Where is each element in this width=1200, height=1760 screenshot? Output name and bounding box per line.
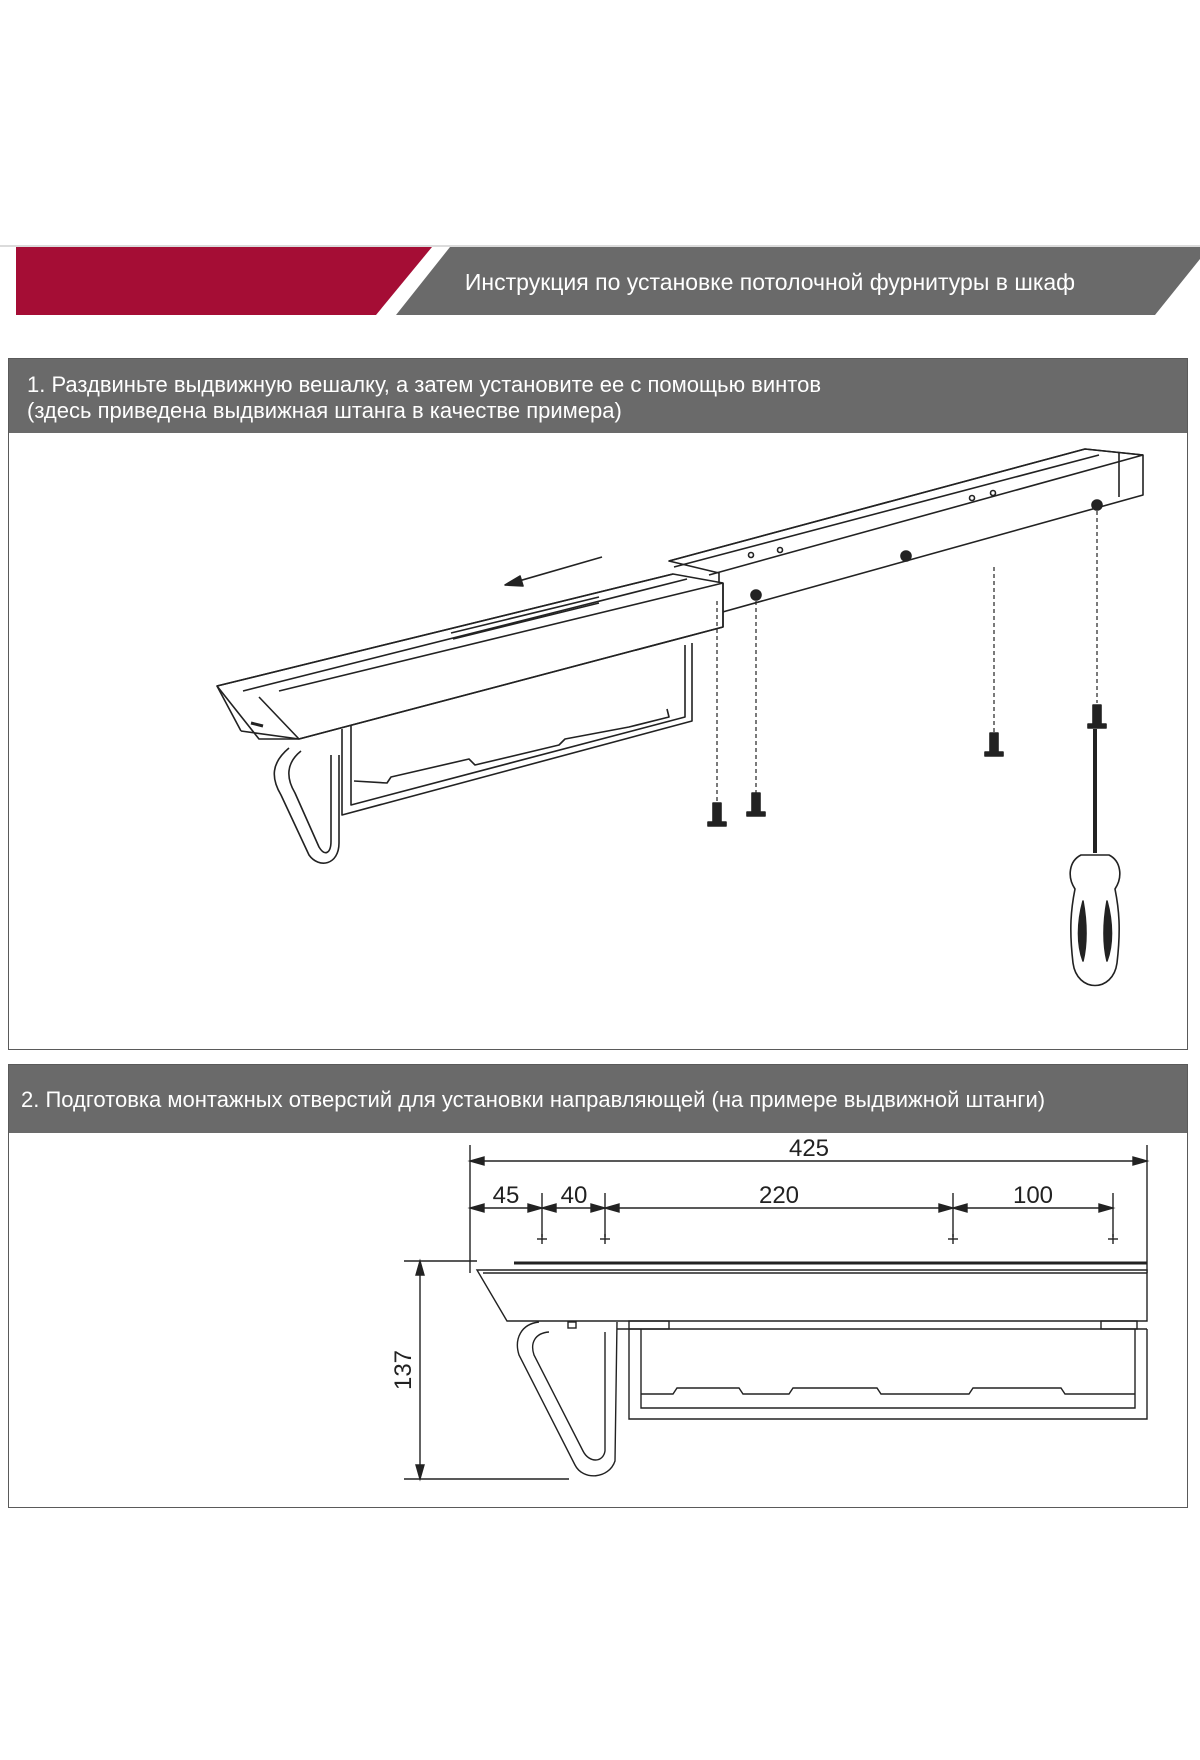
step-1-panel xyxy=(8,358,1188,1050)
step-1-title: 1. Раздвиньте выдвижную вешалку, а затем установите ее с помощью винтов xyxy=(27,372,822,397)
dim-seg2-label: 40 xyxy=(560,1182,588,1209)
rod-side-profile xyxy=(477,1263,1147,1476)
sliding-hanger xyxy=(217,574,723,863)
dim-seg3-label: 220 xyxy=(758,1182,800,1209)
document-title: Инструкция по установке потолочной фурнитуры в шкаф xyxy=(464,269,1076,295)
step-1-illustration xyxy=(9,433,1186,1049)
step-1-subtitle: (здесь приведена выдвижная штанга в качестве примера) xyxy=(27,398,622,423)
screwdriver-icon xyxy=(1070,729,1120,986)
step-1-header xyxy=(9,359,1187,433)
step-2-panel xyxy=(8,1064,1188,1508)
outer-rail xyxy=(669,449,1143,613)
step-2-header xyxy=(9,1065,1187,1133)
accent-stripe xyxy=(16,247,432,315)
pull-direction-arrow-icon xyxy=(505,557,602,586)
dim-seg4-label: 100 xyxy=(1012,1182,1054,1209)
hole-markers xyxy=(537,1234,1118,1244)
step-2-dimension-drawing xyxy=(9,1133,1186,1507)
dim-seg1-label: 45 xyxy=(492,1182,520,1209)
dim-height-label: 137 xyxy=(390,1349,417,1391)
dim-total-label: 425 xyxy=(788,1135,830,1162)
step-2-title: 2. Подготовка монтажных отверстий для установки направляющей (на примере выдвижной штанги) xyxy=(21,1087,1046,1112)
